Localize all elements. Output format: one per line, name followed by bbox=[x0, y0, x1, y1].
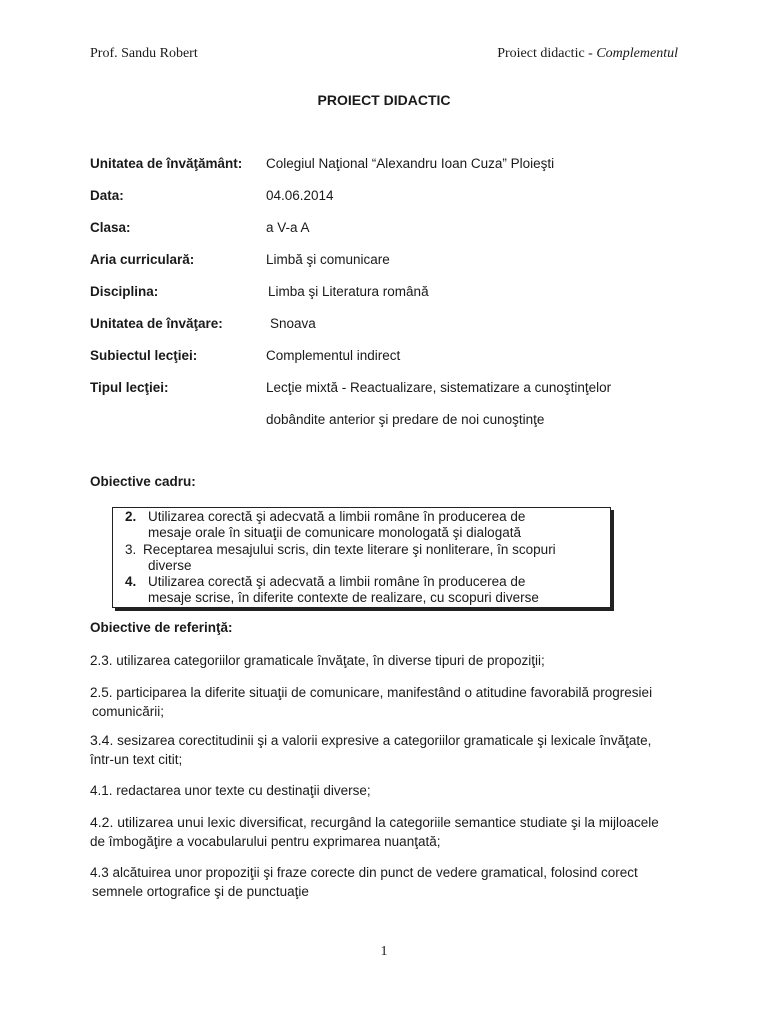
objective-frame-2-line2: mesaje orale în situaţii de comunicare monologată şi dialogată bbox=[148, 525, 521, 540]
label-curricular-area: Aria curriculară: bbox=[90, 252, 195, 267]
header-doc-topic: Complementul bbox=[596, 46, 678, 61]
objective-frame-4-line2: mesaje scrise, în diferite contexte de realizare, cu scopuri diverse bbox=[148, 590, 539, 605]
header-document-title bbox=[497, 46, 678, 62]
objective-ref-4-2 bbox=[90, 813, 690, 851]
value-discipline: Limba şi Literatura română bbox=[268, 284, 429, 299]
value-date: 04.06.2014 bbox=[266, 188, 334, 203]
objectives-reference-heading: Obiective de referinţă: bbox=[90, 620, 233, 635]
objective-ref-3-4-line1: sesizarea corectitudinii şi a valorii expresive a categoriilor gramaticale şi lexicale învăţate, bbox=[113, 733, 652, 748]
objective-ref-4-1 bbox=[90, 781, 690, 800]
objective-frame-3-number: 3. bbox=[125, 542, 137, 557]
objectives-frame-box bbox=[112, 507, 611, 608]
objective-ref-2-3-line1: 2.3. utilizarea categoriilor gramaticale învăţate, în diverse tipuri de propoziţii; bbox=[90, 653, 545, 668]
label-lesson-subject: Subiectul lecţiei: bbox=[90, 348, 198, 363]
label-school-unit: Unitatea de învăţământ: bbox=[90, 156, 243, 171]
header-doc-type: Proiect didactic - bbox=[497, 46, 597, 61]
label-discipline: Disciplina: bbox=[90, 284, 159, 299]
objective-frame-3-line1: Receptarea mesajului scris, din texte literare şi nonliterare, în scopuri bbox=[143, 542, 556, 557]
objective-frame-2-line1: Utilizarea corectă şi adecvată a limbii române în producerea de bbox=[148, 509, 526, 524]
value-school-unit: Colegiul Naţional “Alexandru Ioan Cuza” Ploieşti bbox=[266, 156, 555, 171]
objective-ref-2-5 bbox=[90, 683, 690, 721]
value-lesson-type-continued: dobândite anterior şi predare de noi cunoştinţe bbox=[266, 412, 545, 427]
objective-frame-4-number: 4. bbox=[125, 574, 137, 589]
value-class: a V-a A bbox=[266, 220, 310, 235]
objective-ref-2-3 bbox=[90, 651, 690, 670]
header-author: Prof. Sandu Robert bbox=[90, 46, 198, 61]
objective-ref-3-4-number: 3.4. bbox=[90, 732, 114, 748]
objective-ref-4-2-line2: de îmbogăţire a vocabularului pentru exprimarea nuanţată; bbox=[90, 834, 441, 849]
label-date: Data: bbox=[90, 188, 124, 203]
objective-ref-4-3-line2: semnele ortografice şi de punctuaţie bbox=[92, 884, 309, 899]
page-number: 1 bbox=[380, 944, 388, 959]
objective-frame-2-number: 2. bbox=[125, 509, 137, 524]
objective-ref-4-2-line1: diversificat, recurgând la categoriile semantice studiate şi la mijloacele bbox=[235, 815, 659, 830]
label-class: Clasa: bbox=[90, 220, 131, 235]
objective-ref-4-3 bbox=[90, 863, 690, 901]
label-lesson-type: Tipul lecţiei: bbox=[90, 380, 169, 395]
value-learning-unit: Snoava bbox=[270, 316, 316, 331]
page-title: PROIECT DIDACTIC bbox=[317, 92, 451, 108]
objective-ref-3-4 bbox=[90, 731, 690, 769]
objective-ref-2-5-line2: comunicării; bbox=[92, 704, 165, 719]
value-curricular-area: Limbă şi comunicare bbox=[266, 252, 390, 267]
objective-frame-3-line2: diverse bbox=[148, 558, 192, 573]
label-learning-unit: Unitatea de învăţare: bbox=[90, 316, 223, 331]
objectives-frame-heading: Obiective cadru: bbox=[90, 474, 196, 489]
objective-frame-4-line1: Utilizarea corectă şi adecvată a limbii române în producerea de bbox=[148, 574, 526, 589]
objective-ref-2-5-line1: 2.5. participarea la diferite situaţii de comunicare, manifestând o atitudine favorabilă progresiei bbox=[90, 685, 653, 700]
objective-ref-4-3-line1: 4.3 alcătuirea unor propoziţii şi fraze corecte din punct de vedere gramatical, folosind corect bbox=[90, 865, 638, 880]
value-lesson-type: Lecţie mixtă - Reactualizare, sistematizare a cunoştinţelor bbox=[266, 380, 612, 395]
objective-ref-3-4-line2: într-un text citit; bbox=[90, 752, 183, 767]
objective-ref-4-1-line1: 4.1. redactarea unor texte cu destinaţii diverse; bbox=[90, 783, 371, 798]
objective-ref-4-2-prefix: 4.2. utilizarea unui lexic bbox=[90, 814, 236, 830]
value-lesson-subject: Complementul indirect bbox=[266, 348, 401, 363]
